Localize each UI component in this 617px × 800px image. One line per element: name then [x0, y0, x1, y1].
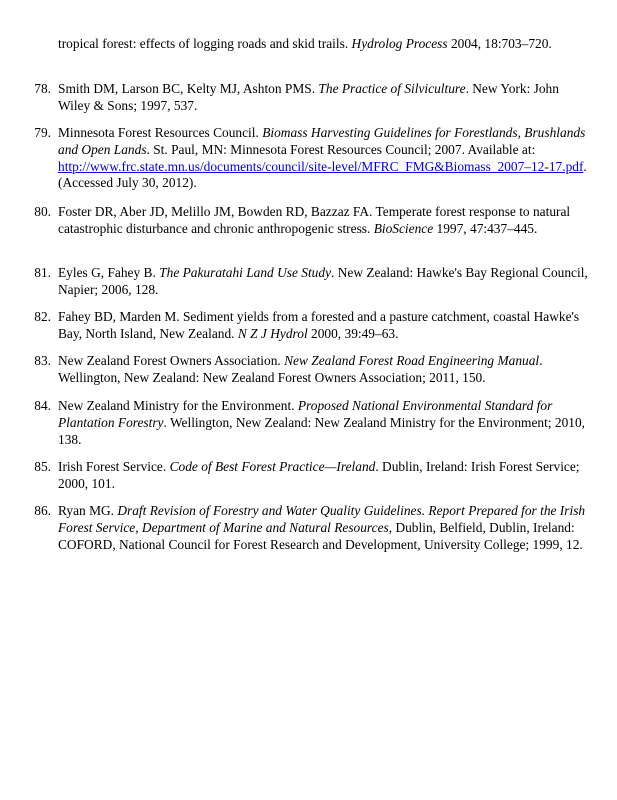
reference-title: BioScience: [373, 220, 434, 236]
reference-authors: Ryan MG.: [58, 503, 118, 518]
reference-title: Code of Best Forest Practice—Ireland: [169, 459, 376, 474]
reference-tail: . Wellington, New Zealand: New Zealand Forest Owners Association; 2011, 150.: [58, 353, 543, 385]
reference-number: 80.: [34, 204, 51, 219]
reference-authors: New Zealand Forest Owners Association.: [58, 353, 285, 368]
reference-tail: . St. Paul, MN: Minnesota Forest Resources Council; 2007. Available at:: [146, 141, 536, 157]
reference-authors: Fahey BD, Marden M. Sediment yields from a forested and a pasture catchment, coastal Hawke's Bay, North Island, New Zealand.: [58, 309, 580, 341]
journal-title: Hydrolog Process: [351, 36, 448, 51]
reference-number: 86.: [34, 503, 51, 518]
reference-tail: 1997, 47:437–445.: [433, 220, 538, 236]
reference-number: 81.: [34, 265, 51, 280]
reference-authors: Eyles G, Fahey B.: [58, 265, 160, 280]
reference-authors: Minnesota Forest Resources Council.: [58, 125, 263, 140]
reference-text: tropical forest: effects of logging roads and skid trails.: [58, 36, 352, 51]
reference-link[interactable]: http://www.frc.state.mn.us/documents/council/site-level/MFRC_FMG&Biomass_2007–12-17.pdf: [58, 158, 584, 174]
reference-title: New Zealand Forest Road Engineering Manual: [284, 353, 540, 368]
reference-title: The Pakuratahi Land Use Study: [159, 265, 332, 280]
reference-title: N Z J Hydrol: [237, 325, 308, 341]
reference-number: 78.: [34, 81, 51, 96]
reference-title: The Practice of Silviculture: [318, 81, 466, 96]
reference-number: 79.: [34, 125, 51, 140]
reference-tail: . New York: John Wiley & Sons; 1997, 537.: [58, 81, 559, 113]
reference-tail: , Dublin, Belfield, Dublin, Ireland: COFORD, National Council for Forest Research and Development, University College; 1999, 12.: [58, 519, 583, 552]
reference-tail: . Wellington, New Zealand: New Zealand Ministry for the Environment; 2010, 138.: [58, 414, 586, 447]
reference-title: Proposed National Environmental Standard for Plantation Forestry: [58, 398, 553, 430]
reference-number: 83.: [34, 353, 51, 368]
reference-authors: New Zealand Ministry for the Environment.: [58, 398, 298, 413]
reference-authors: Foster DR, Aber JD, Melillo JM, Bowden RD, Bazzaz FA. Temperate forest response to natural catastrophic disturbance and chronic anthropogenic stress.: [58, 204, 571, 236]
reference-title: Draft Revision of Forestry and Water Quality Guidelines. Report Prepared for the Irish Forest Service, Department of Marine and Natural Resources: [58, 503, 586, 535]
reference-title: Biomass Harvesting Guidelines for Forestlands, Brushlands and Open Lands: [58, 125, 586, 157]
reference-authors: Irish Forest Service.: [58, 459, 170, 474]
reference-tail: . New Zealand: Hawke's Bay Regional Council, Napier; 2006, 128.: [58, 265, 588, 297]
reference-after-link: . (Accessed July 30, 2012).: [58, 158, 587, 191]
reference-number: 85.: [34, 459, 51, 474]
reference-continuation: [58, 36, 588, 53]
reference-number: 84.: [34, 398, 51, 413]
reference-tail: 2000, 39:49–63.: [307, 325, 399, 341]
reference-authors: Smith DM, Larson BC, Kelty MJ, Ashton PMS.: [58, 81, 319, 96]
reference-tail: . Dublin, Ireland: Irish Forest Service; 2000, 101.: [58, 459, 580, 491]
reference-tail: 2004, 18:703–720.: [447, 36, 552, 51]
reference-number: 82.: [34, 309, 51, 324]
